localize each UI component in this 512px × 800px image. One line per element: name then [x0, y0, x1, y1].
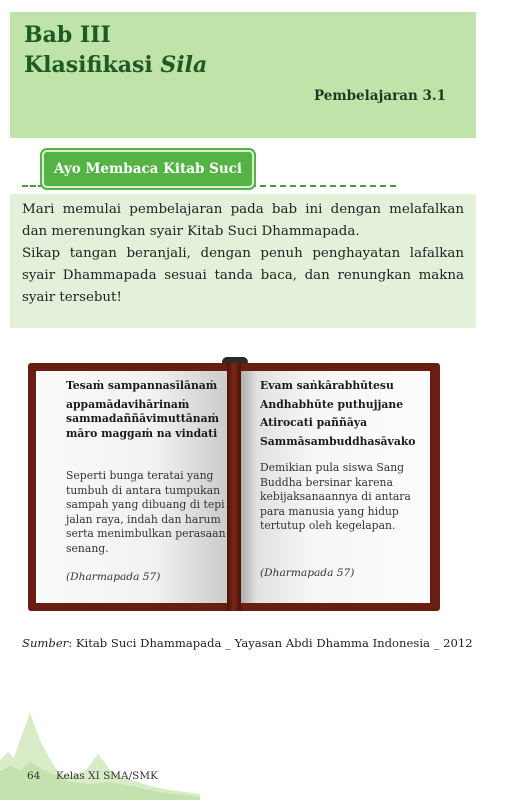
left-translation — [66, 469, 226, 557]
open-book-illustration — [28, 363, 440, 611]
translation-line: para manusia yang hidup — [260, 504, 399, 518]
class-label: Kelas XI SMA/SMK — [56, 770, 158, 782]
verse-line: Evam saṅkārabhūtesu — [260, 379, 394, 392]
translation-line: Seperti bunga teratai yang — [66, 469, 214, 482]
section-tab — [42, 150, 254, 188]
left-verse — [66, 379, 219, 441]
translation-line: kebijaksanaannya di antara — [260, 490, 411, 504]
translation-line: Buddha bersinar karena — [260, 475, 393, 489]
source-label: Sumber — [22, 636, 69, 650]
verse-line: māro maggaṁ na vindati — [66, 426, 218, 440]
translation-line: tertutup oleh kegelapan. — [260, 519, 396, 533]
intro-paragraph-1: Mari memulai pembelajaran pada bab ini dengan melafalkan dan merenungkan syair Kitab Suci Dhammapada. — [22, 202, 464, 239]
chapter-header — [10, 12, 476, 138]
chapter-title: Klasifikasi — [24, 52, 161, 78]
translation-line: jalan raya, indah dan harum — [66, 512, 221, 526]
divider-right — [250, 185, 396, 187]
source-text: : Kitab Suci Dhammapada _ Yayasan Abdi Dhamma Indonesia _ 2012 — [68, 636, 473, 650]
translation-line: senang. — [66, 541, 109, 555]
page-number: 64 — [27, 770, 41, 782]
intro-box — [10, 194, 476, 328]
section-tab-label: Ayo Membaca Kitab Suci — [53, 161, 243, 177]
chapter-number: Bab III — [24, 22, 111, 48]
verse-line: Atirocati paññāya — [260, 416, 368, 430]
left-citation: (Dharmapada 57) — [66, 571, 161, 583]
verse-line: Sammāsambuddhasāvako — [260, 434, 416, 448]
temple-silhouette-icon — [0, 700, 200, 800]
chapter-heading — [24, 20, 207, 80]
translation-line: tumbuh di antara tumpukan — [66, 483, 221, 497]
lesson-label: Pembelajaran 3.1 — [313, 88, 446, 104]
translation-line: serta menimbulkan perasaan — [66, 527, 226, 541]
intro-paragraph-2: Sikap tangan beranjali, dengan penuh penghayatan lafalkan syair Dhammapada sesuai tanda baca, dan renungkan makna syair tersebut! — [22, 246, 464, 305]
chapter-title-italic: Sila — [160, 52, 208, 78]
verse-line: Tesaṁ sampannasīlānaṁ — [66, 379, 218, 392]
right-verse — [260, 379, 416, 449]
translation-line: sampah yang dibuang di tepi — [66, 498, 225, 512]
right-citation: (Dharmapada 57) — [260, 567, 355, 579]
verse-line: appamādavihārinaṁ — [66, 397, 190, 411]
translation-line: Demikian pula siswa Sang — [260, 461, 405, 474]
book-spine — [227, 363, 241, 611]
verse-line: sammadaññāvimuttānaṁ — [66, 412, 220, 426]
verse-line: Andhabhūte puthujjane — [260, 397, 404, 411]
source-caption — [22, 636, 473, 650]
divider-left — [22, 185, 44, 187]
right-translation — [260, 461, 411, 534]
